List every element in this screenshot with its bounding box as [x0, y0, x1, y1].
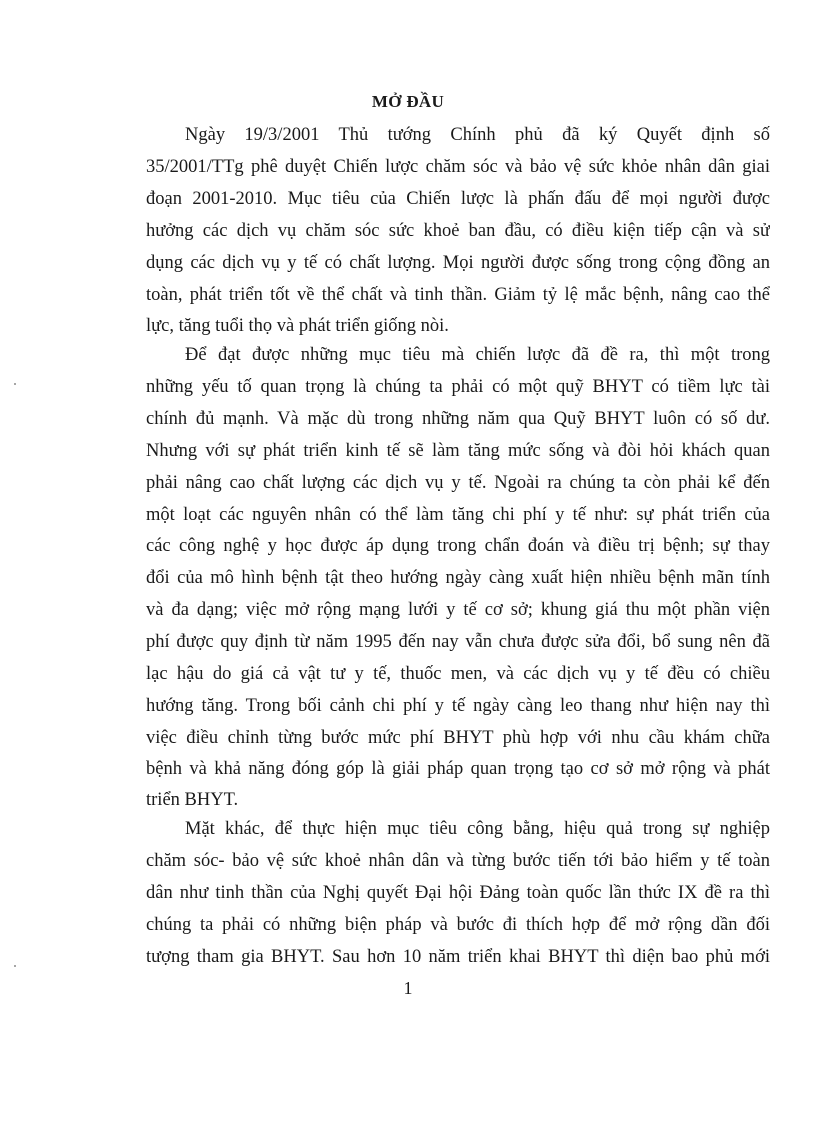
paragraph-line: Ngày 19/3/2001 Thủ tướng Chính phủ đã ký Quyết định số [185, 125, 770, 145]
paragraph-line: và đa dạng; việc mở rộng mạng lưới y tế cơ sở; khung giá thu một phần viện [146, 600, 770, 620]
paragraph-line: bệnh và khả năng đóng góp là giải pháp quan trọng tạo cơ sở mở rộng và phát [146, 759, 770, 779]
paragraph-line: 35/2001/TTg phê duyệt Chiến lược chăm sóc và bảo vệ sức khỏe nhân dân giai [146, 157, 770, 177]
paragraph-line: tượng tham gia BHYT. Sau hơn 10 năm triển khai BHYT thì diện bao phủ mới [146, 947, 770, 967]
paragraph-line: Mặt khác, để thực hiện mục tiêu công bằng, hiệu quả trong sự nghiệp [185, 819, 770, 839]
paragraph-line: đổi của mô hình bệnh tật theo hướng ngày càng xuất hiện nhiều bệnh mãn tính [146, 568, 770, 588]
paragraph-line: lực, tăng tuổi thọ và phát triển giống nòi. [146, 316, 449, 336]
page-title: MỞ ĐẦU [371, 92, 445, 111]
paragraph-line: việc điều chỉnh từng bước mức phí BHYT phù hợp với nhu cầu khám chữa [146, 728, 770, 748]
paragraph-line: dụng các dịch vụ y tế có chất lượng. Mọi người được sống trong cộng đồng an [146, 253, 770, 273]
paragraph-line: Nhưng với sự phát triển kinh tế sẽ làm tăng mức sống và đòi hỏi khách quan [146, 441, 770, 461]
paragraph-line: phí được quy định từ năm 1995 đến nay vẫn chưa được sửa đổi, bổ sung nên đã [146, 632, 770, 652]
paragraph-line: đoạn 2001-2010. Mục tiêu của Chiến lược là phấn đấu để mọi người được [146, 189, 770, 209]
paragraph-line: chăm sóc- bảo vệ sức khoẻ nhân dân và từng bước tiến tới bảo hiểm y tế toàn [146, 851, 770, 871]
paragraph-line: chính đủ mạnh. Và mặc dù trong những năm qua Quỹ BHYT luôn có số dư. [146, 409, 770, 429]
scan-speck [14, 965, 16, 967]
paragraph-line: lạc hậu do giá cả vật tư y tế, thuốc men, và các dịch vụ y tế đều có chiều [146, 664, 770, 684]
paragraph-line: hưởng các dịch vụ chăm sóc sức khoẻ ban đầu, có điều kiện tiếp cận và sử [146, 221, 770, 241]
paragraph-line: toàn, phát triển tốt về thể chất và tinh thần. Giảm tỷ lệ mắc bệnh, nâng cao thể [146, 285, 770, 305]
paragraph-line: hướng tăng. Trong bối cảnh chi phí y tế ngày càng leo thang như hiện nay thì [146, 696, 770, 716]
paragraph-line: Để đạt được những mục tiêu mà chiến lược đã đề ra, thì một trong [185, 345, 770, 365]
paragraph-line: dân như tinh thần của Nghị quyết Đại hội Đảng toàn quốc lần thức IX đề ra thì [146, 883, 770, 903]
page-number: 1 [403, 978, 413, 998]
paragraph-line: một loạt các nguyên nhân có thể làm tăng chi phí y tế như: sự phát triển của [146, 505, 770, 525]
paragraph-line: triển BHYT. [146, 790, 239, 810]
paragraph-line: những yếu tố quan trọng là chúng ta phải có một quỹ BHYT có tiềm lực tài [146, 377, 770, 397]
paragraph-line: chúng ta phải có những biện pháp và bước đi thích hợp để mở rộng dần đối [146, 915, 770, 935]
paragraph-line: các công nghệ y học được áp dụng trong chẩn đoán và điều trị bệnh; sự thay [146, 536, 770, 556]
scan-speck [14, 383, 16, 385]
paragraph-line: phải nâng cao chất lượng các dịch vụ y tế. Ngoài ra chúng ta còn phải kể đến [146, 473, 770, 493]
